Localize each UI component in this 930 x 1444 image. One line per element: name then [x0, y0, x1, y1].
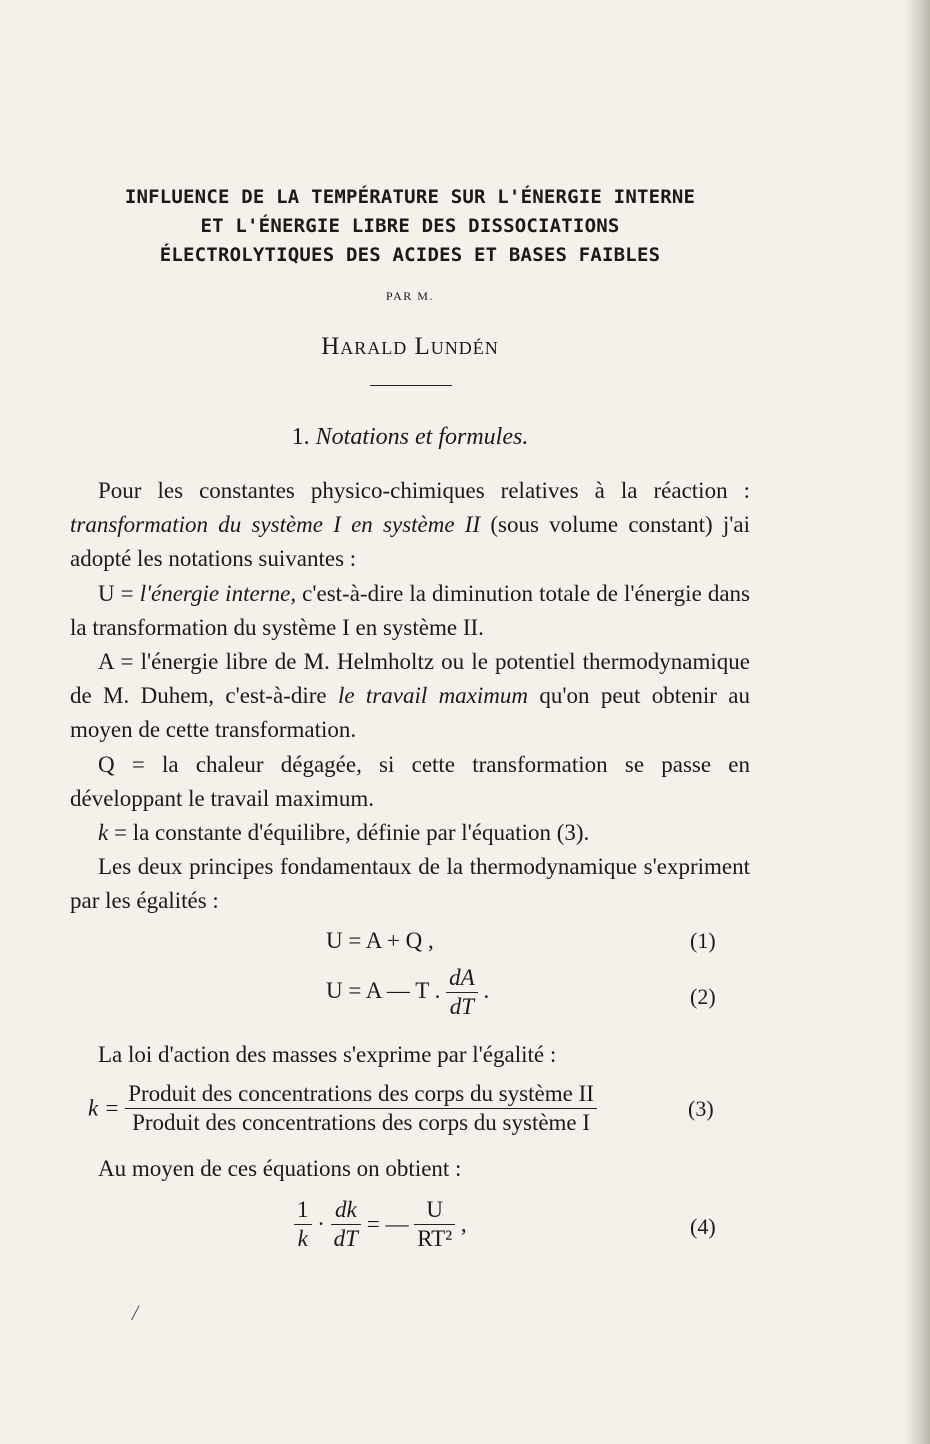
paragraph-u-def [70, 577, 750, 645]
equation-2-numerator: dA [446, 964, 478, 993]
paragraph-principles: Les deux principes fondamentaux de la thermodynamique s'expriment par les égalités : [70, 854, 750, 914]
paragraph-intro-italic: transformation du système I en système II [70, 512, 481, 538]
paragraph-a-def [70, 645, 750, 748]
equation-3-fraction [125, 1080, 597, 1137]
title-line-1: INFLUENCE DE LA TEMPÉRATURE SUR L'ÉNERGIE INTERNE [124, 186, 696, 208]
equation-4-tail: , [460, 1211, 467, 1237]
title-line-2: ET L'ÉNERGIE LIBRE DES DISSOCIATIONS [200, 215, 620, 237]
equation-2-lhs: U = A — T . [326, 977, 441, 1003]
equation-2-number: (2) [690, 984, 716, 1009]
section-title: Notations et formules. [315, 424, 529, 450]
equation-3 [88, 1080, 597, 1137]
paragraph-intro-a: Pour les constantes physico-chimiques relatives à la réaction : [98, 478, 750, 503]
paragraph-k-def [70, 816, 750, 850]
margin-mark: / [132, 1300, 139, 1325]
paragraph-a-a: A = l'énergie libre de M. Helmholtz ou le potentiel thermodynamique de M. Duhem, c'est-à-dire [70, 649, 750, 709]
equation-2-tail: . [483, 977, 490, 1003]
equation-4-equals: = — [366, 1211, 409, 1237]
equation-4-f1-numerator: 1 [294, 1196, 312, 1225]
title-line-3: ÉLECTROLYTIQUES DES ACIDES ET BASES FAIBLES [159, 244, 661, 266]
paragraph-intro [70, 474, 750, 577]
equation-2 [326, 964, 489, 1021]
section-heading [70, 424, 750, 451]
equation-1-number: (1) [690, 928, 716, 953]
equation-4-fraction-2 [331, 1196, 361, 1253]
body-paragraph-mass-action [70, 1038, 750, 1072]
paragraph-u-a: U = [98, 580, 140, 606]
title-divider [370, 385, 452, 386]
equation-4-f2-numerator: dk [331, 1196, 361, 1225]
section-number: 1. [291, 424, 310, 450]
page-edge-shadow [904, 0, 930, 1444]
equation-2-denominator: dT [449, 994, 475, 1019]
paragraph-intro-c: (sous volume constant) j'ai adopté les notations suivantes : [70, 512, 751, 572]
equation-4-f3-denominator: RT² [417, 1226, 453, 1251]
equation-4-fraction-3 [414, 1196, 455, 1253]
paragraph-u-c: c'est-à-dire la diminution totale de l'énergie dans la transformation du système I en système II. [70, 580, 750, 640]
paragraph-q-def: Q = la chaleur dégagée, si cette transformation se passe en développant le travail maximum. [70, 751, 750, 811]
equation-1: U = A + Q , [326, 928, 434, 953]
paragraph-k-b: = la constante d'équilibre, définie par l'équation (3). [108, 820, 590, 846]
paragraph-a-italic: le travail maximum [337, 683, 529, 709]
equation-3-denominator: Produit des concentrations des corps du système I [132, 1110, 591, 1135]
equation-4 [294, 1196, 467, 1253]
paragraph-obtain: Au moyen de ces équations on obtient : [98, 1156, 462, 1181]
paper-title [70, 183, 750, 270]
equation-2-fraction [446, 964, 478, 1021]
paragraph-mass-action: La loi d'action des masses s'exprime par l'égalité : [98, 1042, 557, 1067]
equation-3-number: (3) [688, 1096, 714, 1121]
equation-4-f2-denominator: dT [333, 1226, 358, 1251]
equation-4-dot: · [317, 1211, 325, 1237]
paragraph-k-italic: k [98, 820, 109, 846]
equation-4-f3-numerator: U [414, 1196, 455, 1225]
body-paragraph-obtain [70, 1152, 750, 1186]
equation-4-fraction-1 [294, 1196, 312, 1253]
paragraph-a-c: qu'on peut obtenir au moyen de cette transformation. [70, 683, 751, 743]
equation-4-number: (4) [690, 1214, 716, 1239]
paragraph-u-italic: l'énergie interne, [139, 580, 297, 606]
equation-3-lhs: k = [88, 1095, 120, 1121]
equation-4-f1-denominator: k [297, 1226, 308, 1251]
byline: PAR M. [386, 289, 434, 303]
equation-3-numerator: Produit des concentrations des corps du système II [125, 1080, 597, 1109]
body-paragraphs-1 [70, 474, 750, 919]
author-name: Harald Lundén [321, 333, 499, 360]
